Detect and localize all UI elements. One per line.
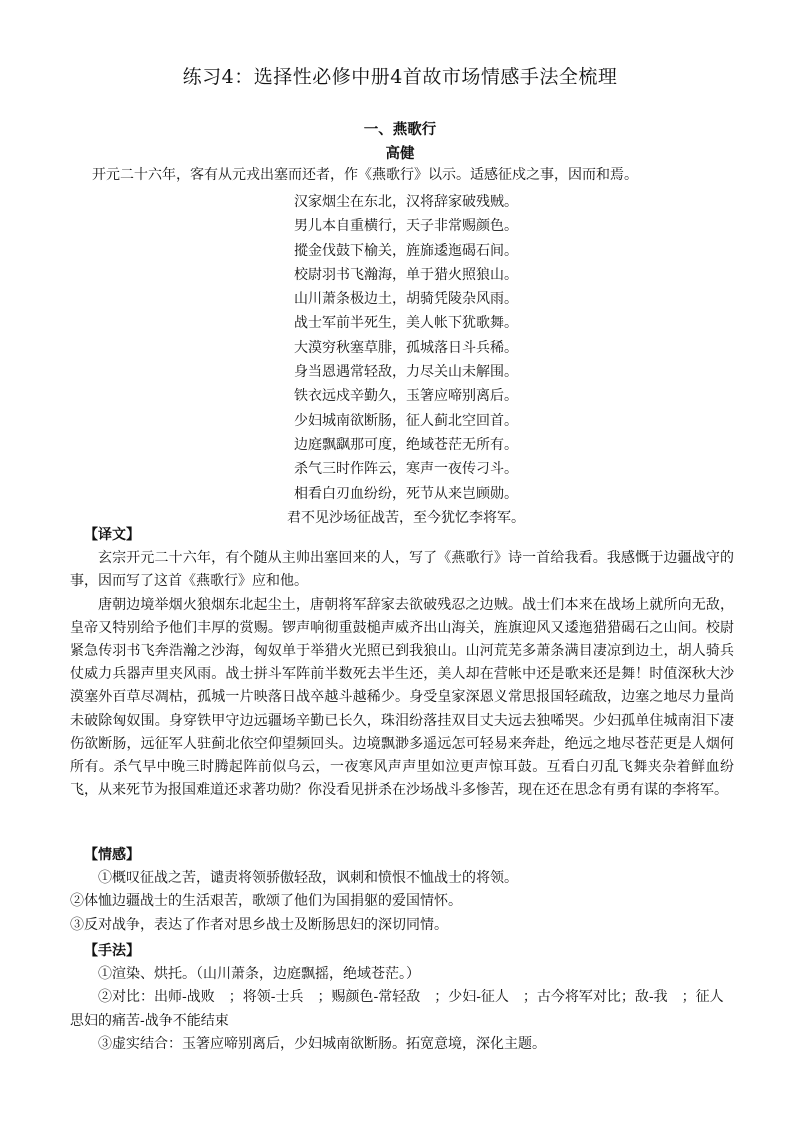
- technique-item: ③虚实结合：玉箸应啼别离后，少妇城南欲断肠。拓宽意境，深化主题。: [98, 1035, 546, 1052]
- technique-item: ②对比：出师-战败 ；将领-士兵 ；赐颜色-常轻敌 ；少妇-征人 ；古今将军对比；敌-我 ；征人思妇的痛苦-战争不能结束: [70, 989, 724, 1029]
- poem-line: 战士军前半死生，美人帐下犹歌舞。: [294, 315, 518, 332]
- poem-line: 山川萧条极边土，胡骑凭陵杂风雨。: [294, 291, 518, 308]
- poem-line: 少妇城南欲断肠，征人蓟北空回首。: [294, 412, 518, 429]
- technique-section: [70, 940, 734, 1056]
- poem-line: 边庭飘飖那可度，绝域苍茫无所有。: [294, 436, 518, 453]
- poem-line: 校尉羽书飞瀚海，单于猎火照狼山。: [294, 266, 518, 283]
- emotion-section: [70, 844, 734, 937]
- poem-line: 摐金伐鼓下榆关，旌旆逶迤碣石间。: [294, 242, 518, 259]
- poem-line: 铁衣远戍辛勤久，玉箸应啼别离后。: [294, 388, 518, 405]
- section-heading: 一、燕歌行: [363, 121, 437, 138]
- emotion-item: ①概叹征战之苦，谴责将领骄傲轻敌，讽刺和愤恨不恤战士的将领。: [98, 870, 518, 887]
- poem-line: 身当恩遇常轻敌，力尽关山未解围。: [294, 364, 518, 381]
- technique-item: ①渲染、烘托。（山川萧条，边庭飘摇，绝域苍茫。）: [98, 966, 420, 983]
- translation-header: 【译文】: [84, 527, 140, 543]
- technique-header: 【手法】: [84, 943, 140, 959]
- poem-body: [0, 190, 800, 530]
- translation-paragraph: 玄宗开元二十六年，有个随从主帅出塞回来的人，写了《燕歌行》诗一首给我看。我感慨于边疆战守的事，因而写了这首《燕歌行》应和他。: [70, 550, 734, 590]
- poem-line: 大漠穷秋塞草腓，孤城落日斗兵稀。: [294, 339, 518, 356]
- emotion-header: 【情感】: [84, 847, 140, 863]
- poem-line: 汉家烟尘在东北，汉将辞家破残贼。: [294, 194, 518, 210]
- emotion-item: ②体恤边疆战士的生活艰苦，歌颂了他们为国捐躯的爱国情怀。: [70, 893, 462, 910]
- poem-line: 杀气三时作阵云，寒声一夜传刁斗。: [294, 461, 518, 478]
- translation-section: [70, 524, 734, 802]
- translation-paragraph: 唐朝边境举烟火狼烟东北起尘土，唐朝将军辞家去欲破残忍之边贼。战士们本来在战场上就所向无敌，皇帝又特别给予他们丰厚的赏赐。锣声响彻重鼓槌声威齐出山海关，旌旗迎风又逶迤猎猎碣石之山间。校尉紧急传羽书飞奔浩瀚之沙海，匈奴单于举猎火光照已到我狼山。山河荒芜多萧条满目凄凉到边土，胡人骑兵仗威力兵器声里夹风雨。战士拼斗军阵前半数死去半生还，美人却在营帐中还是歌来还是舞！时值深秋大沙漠塞外百草尽凋枯，孤城一片映落日战卒越斗越稀少。身受皇家深恩义常思报国轻疏敌，边塞之地尽力量尚未破除匈奴围。身穿铁甲守边远疆场辛勤已长久，珠泪纷落挂双目丈夫远去独唏哭。少妇孤单住城南泪下凄伤欲断肠，远征军人驻蓟北依空仰望频回头。边境飘渺多遥远怎可轻易来奔赴，绝远之地尽苍茫更是人烟何所有。杀气早中晚三时腾起阵前似乌云，一夜寒风声声里如泣更声惊耳鼓。互看白刃乱飞舞夹杂着鲜血纷飞，从来死节为报国难道还求著功勋？你没看见拼杀在沙场战斗多惨苦，现在还在思念有勇有谋的李将军。: [70, 596, 734, 799]
- poem-line: 君不见沙场征战苦，至今犹忆李将军。: [287, 509, 525, 526]
- poem-line: 相看白刃血纷纷，死节从来岂顾勋。: [294, 485, 518, 502]
- poem-line: 男儿本自重横行，天子非常赐颜色。: [294, 218, 518, 235]
- document-title: 练习4：选择性必修中册4首故市场情感手法全梳理: [182, 66, 618, 88]
- poem-author: 高健: [385, 145, 415, 162]
- poem-preface: 开元二十六年，客有从元戎出塞而还者，作《燕歌行》以示。适感征戍之事，因而和焉。: [92, 167, 638, 183]
- emotion-item: ③反对战争，表达了作者对思乡战士及断肠思妇的深切同情。: [70, 916, 448, 933]
